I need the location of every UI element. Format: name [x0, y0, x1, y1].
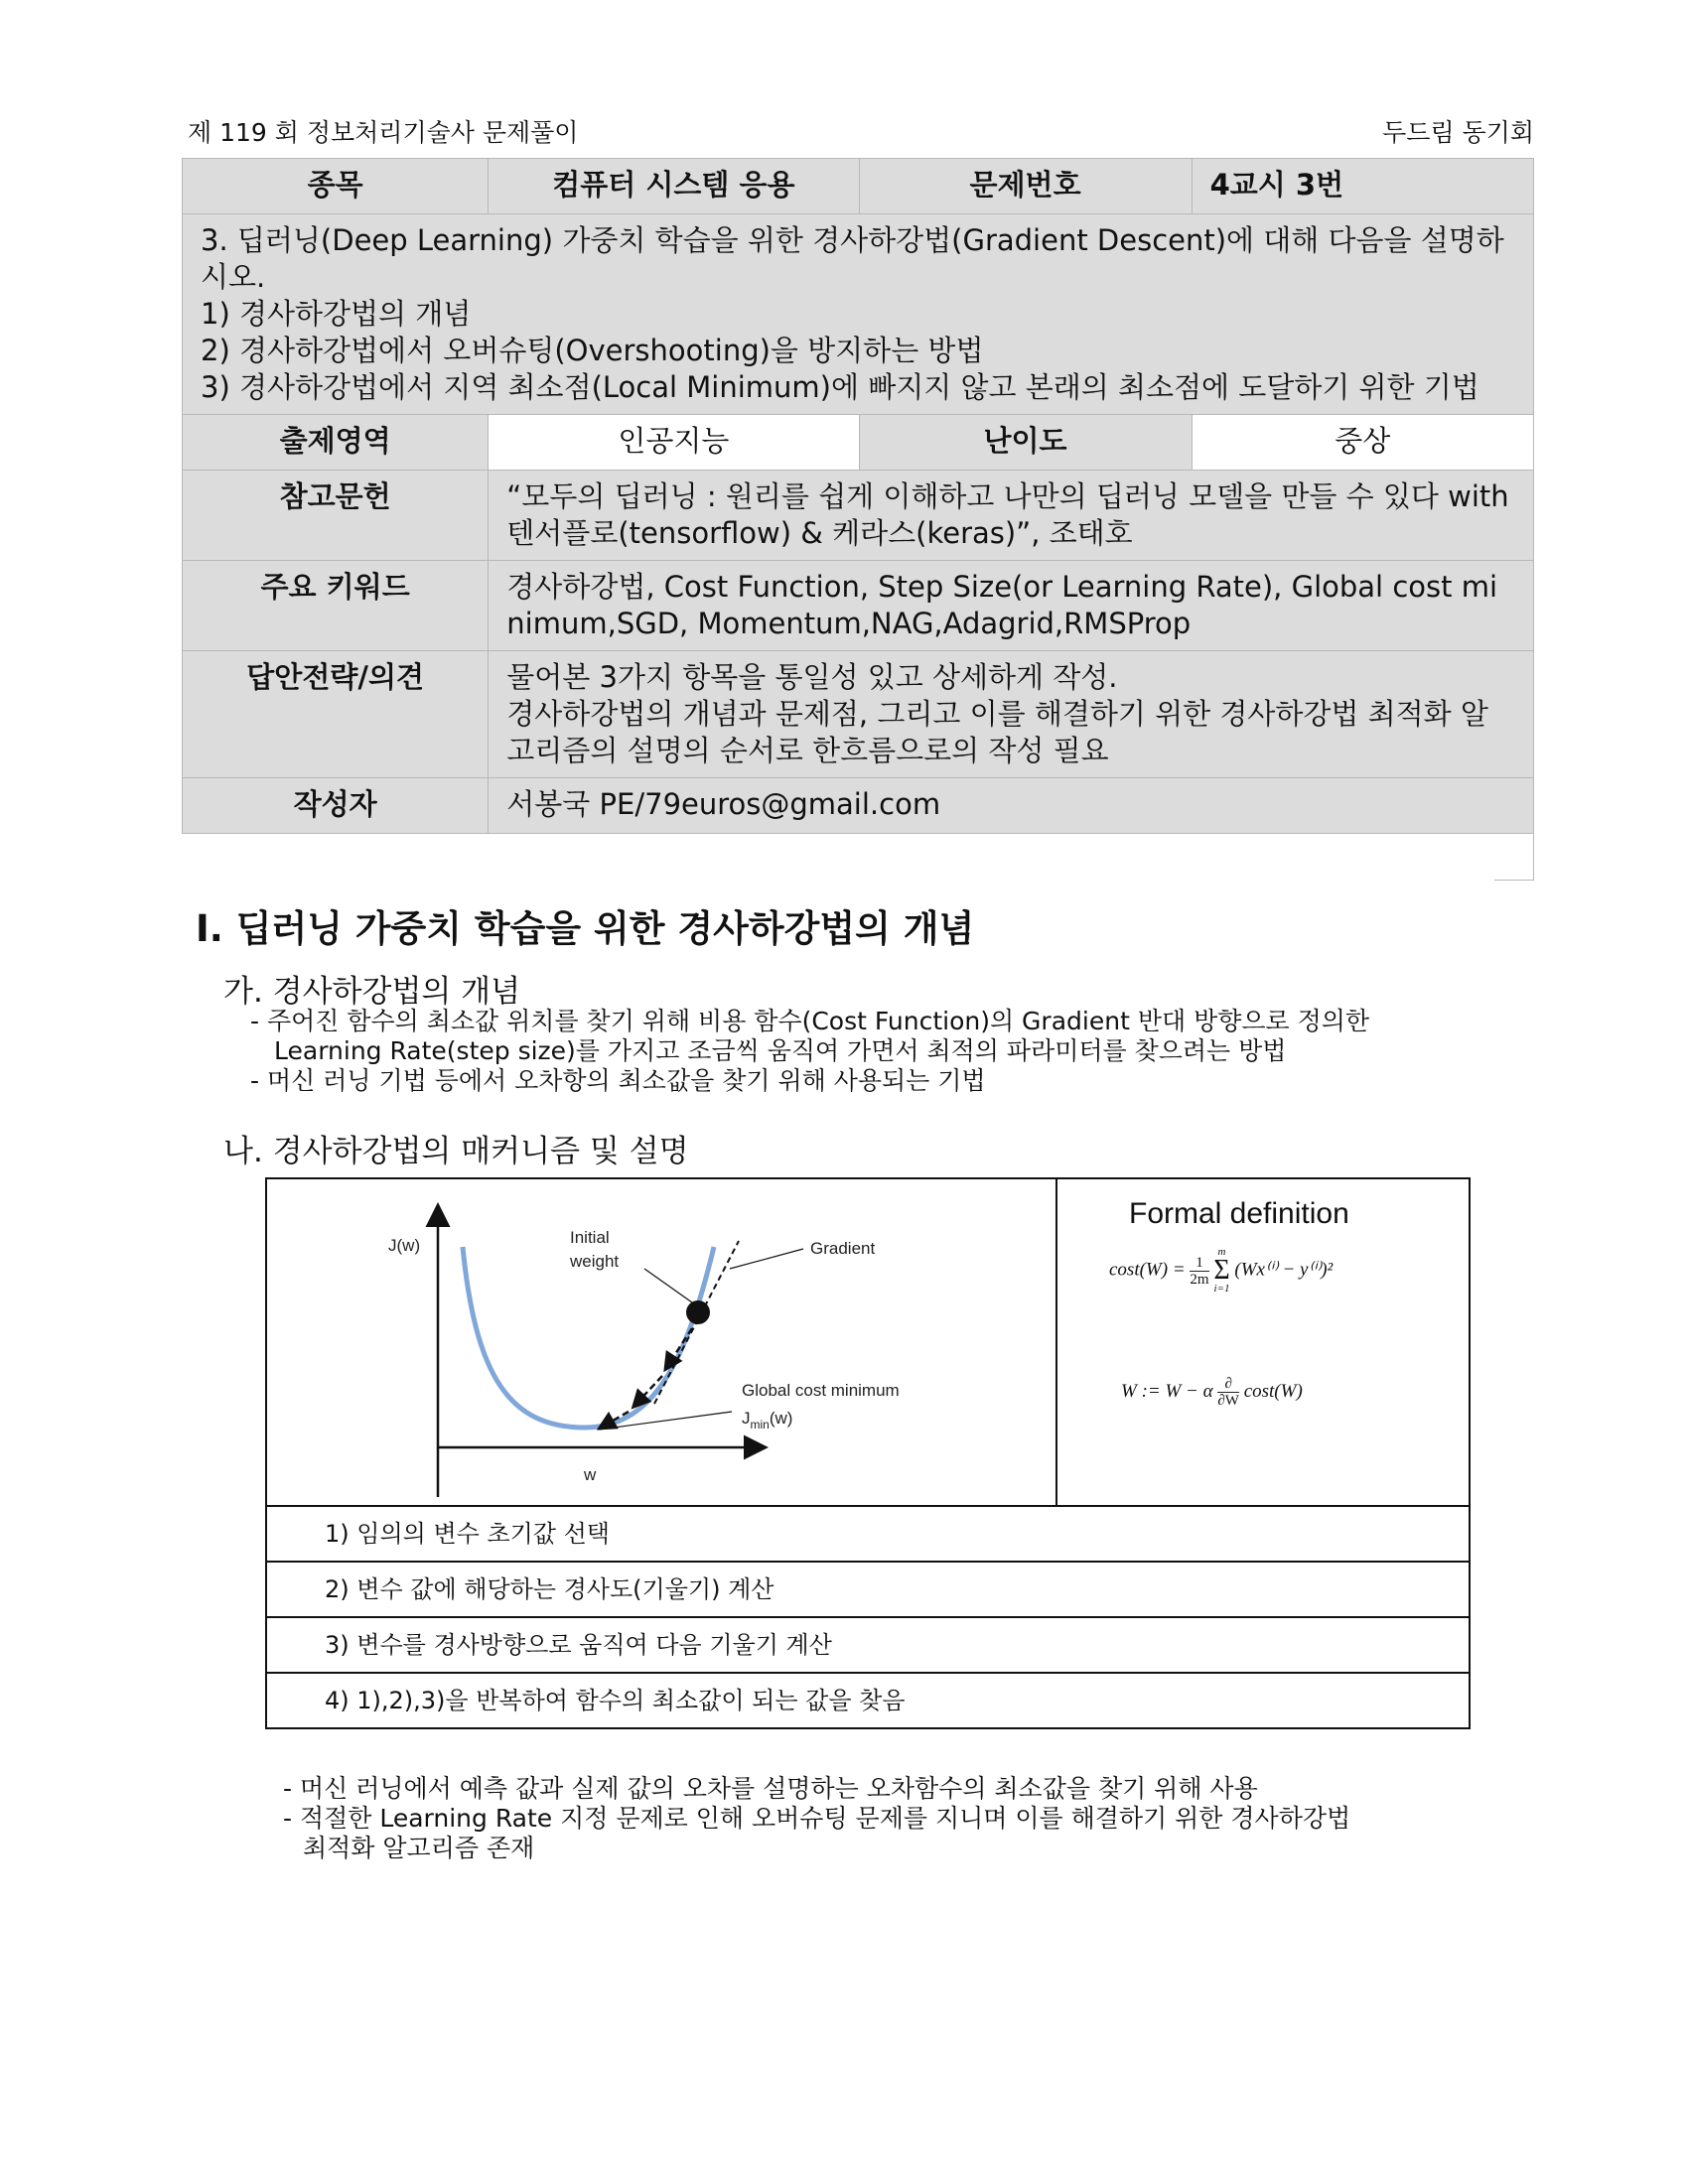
question-line: 1) 경사하강법의 개념: [201, 297, 472, 331]
bullet-line: - 머신 러닝에서 예측 값과 실제 값의 오차를 설명하는 오차함수의 최소값을 찾기 위해 사용: [283, 1774, 1258, 1803]
header-author-group: 두드림 동기회: [1382, 118, 1534, 147]
question-line: 3. 딥러닝(Deep Learning) 가중치 학습을 위한 경사하강법(Gradient Descent)에 대해 다음을 설명하시오.: [201, 223, 1504, 294]
update-rule-formula: W := W − α ∂ ∂W cost(W): [1121, 1376, 1303, 1409]
mechanism-step: 2) 변수 값에 해당하는 경사도(기울기) 계산: [267, 1561, 1469, 1616]
strategy-label: 답안전략/의견: [183, 651, 489, 778]
question-line: 2) 경사하강법에서 오버슈팅(Overshooting)을 방지하는 방법: [201, 334, 984, 367]
initial-weight-leader: [644, 1269, 692, 1302]
subsection-b-bullets: [283, 1774, 1350, 1863]
initial-weight-label-1: Initial: [570, 1228, 610, 1247]
author-value: 서봉국 PE/79euros@gmail.com: [489, 778, 1534, 834]
subsection-a-title: 가. 경사하강법의 개념: [223, 974, 521, 1010]
difficulty-value: 중상: [1192, 415, 1533, 471]
bullet-line: - 적절한 Learning Rate 지정 문제로 인해 오버슈팅 문제를 지니며 이를 해결하기 위한 경사하강법: [283, 1804, 1351, 1833]
section-title: I. 딥러닝 가중치 학습을 위한 경사하강법의 개념: [196, 907, 975, 950]
header-title: 제 119 회 정보처리기술사 문제풀이: [188, 118, 579, 147]
gradient-leader: [730, 1249, 803, 1269]
initial-weight-point: [686, 1300, 710, 1324]
mechanism-step: 1) 임의의 변수 초기값 선택: [267, 1505, 1469, 1561]
gradient-descent-graph: [267, 1179, 1057, 1507]
cost-curve: [463, 1247, 714, 1428]
jmin-label: $J_{min}(w)$: [742, 1409, 793, 1432]
reference-value: “모두의 딥러닝 : 원리를 쉽게 이해하고 나만의 딥러닝 모델을 만들 수 있다 with 텐서플로(tensorflow) & 케라스(keras)”, 조태호: [489, 471, 1534, 561]
question-line: 3) 경사하강법에서 지역 최소점(Local Minimum)에 빠지지 않고 본래의 최소점에 도달하기 위한 기법: [201, 370, 1479, 404]
question-number-label: 문제번호: [859, 159, 1192, 214]
cost-function-formula: $\cos t(W) = \frac{1}{2m}$ m Σ i=1 (Wx⁽ⁱ⁾ − y⁽ⁱ⁾)²: [1109, 1246, 1334, 1295]
mechanism-step: 3) 변수를 경사방향으로 움직여 다음 기울기 계산: [267, 1616, 1469, 1672]
keywords-label: 주요 키워드: [183, 561, 489, 651]
subsection-b-title: 나. 경사하강법의 매커니즘 및 설명: [223, 1134, 689, 1169]
question-number-value: 4교시 3번: [1192, 159, 1533, 214]
area-label: 출제영역: [183, 415, 489, 471]
area-value: 인공지능: [489, 415, 859, 471]
reference-label: 참고문헌: [183, 471, 489, 561]
bullet-line: Learning Rate(step size)를 가지고 조금씩 움직여 가면서 최적의 파라미터를 찾으려는 방법: [274, 1036, 1287, 1065]
keywords-value: 경사하강법, Cost Function, Step Size(or Learning Rate), Global cost minimum,SGD, Momentum,NAG,Adagrid,RMSProp: [489, 561, 1534, 651]
question-text: [183, 214, 1534, 415]
subsection-a-bullets: [250, 1007, 1369, 1096]
bullet-line: 최적화 알고리즘 존재: [303, 1834, 535, 1862]
graph-svg: [267, 1179, 1055, 1507]
gradient-descent-figure: [265, 1177, 1471, 1729]
y-axis-label: J(w): [388, 1236, 421, 1255]
global-minimum-label: Global cost minimum: [742, 1381, 900, 1400]
strategy-line: 물어본 3가지 항목을 통일성 있고 상세하게 작성.: [506, 660, 1118, 694]
gradient-label: Gradient: [810, 1239, 876, 1258]
difficulty-label: 난이도: [859, 415, 1192, 471]
formal-definition-title: Formal definition: [1129, 1197, 1349, 1230]
bullet-line: - 주어진 함수의 최소값 위치를 찾기 위해 비용 함수(Cost Function)의 Gradient 반대 방향으로 정의한: [250, 1007, 1370, 1035]
category-value: 컴퓨터 시스템 응용: [489, 159, 859, 214]
strategy-value: [489, 651, 1534, 778]
bullet-line: - 머신 러닝 기법 등에서 오차항의 최소값을 찾기 위해 사용되는 기법: [250, 1066, 986, 1095]
question-info-table: [182, 158, 1534, 834]
author-label: 작성자: [183, 778, 489, 834]
x-axis-label: w: [584, 1465, 597, 1484]
category-label: 종목: [183, 159, 489, 214]
formal-definition-panel: [1057, 1179, 1469, 1507]
strategy-line: 경사하강법의 개념과 문제점, 그리고 이를 해결하기 위한 경사하강법 최적화 알고리즘의 설명의 순서로 한흐름으로의 작성 필요: [506, 697, 1488, 767]
mechanism-step: 4) 1),2),3)을 반복하여 함수의 최소값이 되는 값을 찾음: [267, 1672, 1469, 1727]
initial-weight-label-2: weight: [570, 1252, 620, 1271]
